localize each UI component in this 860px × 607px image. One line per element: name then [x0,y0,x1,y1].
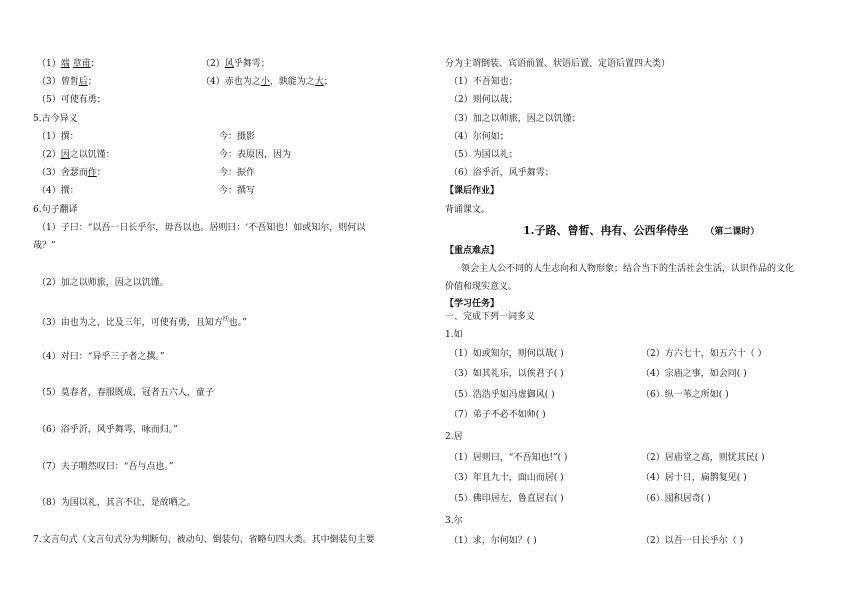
s6-q7: （7）夫子喟然叹曰：“吾与点也。” [37,462,174,472]
homework-text: 背诵课文。 [445,205,491,215]
label: （3）曾皙 [37,77,79,87]
s7-title: 7.文言句式（文言句式分为判断句、被动句、倒装句、省略句四大类。其中倒装句主要 [33,535,375,545]
label: ； [87,77,97,87]
s6-q6: （6）浴乎沂，风乎舞雩，咏而归。” [37,425,178,435]
w2-item: （3）年且九十，面山而居( ) [449,473,564,483]
w1-item: （4）宗庙之事，如会同( ) [641,369,747,379]
page-title: 1.子路、曾皙、冉有、公西华侍坐 [523,224,689,237]
s5-title: 5.古今异义 [33,114,78,124]
w1-item: （5）浩浩乎如冯虚御风( ) [449,390,555,400]
s5-row-3-modern: 今：振作 [219,168,256,178]
s5-row-4 [37,185,79,197]
label: （4）赤也为之 [201,77,261,87]
label: （4）撰： [37,186,79,196]
underlined-word: 风 [224,59,234,69]
underlined-word: 因 [60,150,70,160]
page-subtitle: （第二课时） [705,227,760,237]
label: （1） [37,59,61,69]
s5-row-2-modern: 今：表原因，因为 [219,150,292,160]
w2-item: （6）囤积居奇( ) [641,494,711,504]
key-heading: 【重点难点】 [445,246,500,256]
s6-q1-a: （1）子曰：“以吾一日长乎尔，毋吾以也。居则曰：‘不吾知也！如或知尔，则何以 [37,223,366,233]
s6-title: 6.句子翻译 [33,205,78,215]
s5-row-1 [37,131,79,143]
key-text-1: 领会主人公不同的人生志向和人物形象；结合当下的生活社会生活，认识作品的文化 [461,264,795,274]
s5-row-1-modern: 今：摄影 [219,132,256,142]
label: ； [90,59,100,69]
label: （2） [37,150,61,160]
label: （3）由也为之，比及三年，可使有勇，且知方 [37,318,223,328]
s4-item-4 [201,76,333,88]
w2-item: （4）居十日，扁鹊复见( ) [641,473,747,483]
label: （1）撰： [37,132,79,142]
s6-q2: （2）加之以师旅，因之以饥馑。 [37,278,169,288]
task-heading: 【学习任务】 [445,299,500,309]
w2-item: （5）佛印居左，鲁直居右( ) [449,494,564,504]
w1-item: （7）弟子不必不如师( ) [449,410,546,420]
underlined-word: 后 [78,77,88,87]
underlined-word: 大 [314,77,324,87]
label: （3）舍瑟而 [37,168,88,178]
word-1-title: 1.如 [445,330,463,340]
label: ，孰能为之 [269,77,315,87]
s7-continued: 分为主谓倒装、宾语前置、状语后置、定语后置四大类） [445,59,671,69]
s5-row-3 [37,167,106,179]
footnote-mark: ⑼ [222,316,229,323]
homework-heading: 【课后作业】 [445,186,500,196]
s6-q1-b: 哉？” [33,241,56,251]
word-2-title: 2.居 [445,432,463,442]
w3-item: （1）求，尔何如？( ) [449,536,537,546]
s6-q8: （8）为国以礼，其言不让，是故哂之。 [37,498,196,508]
s4-item-1 [37,58,100,70]
w1-item: （1）如或知尔，则何以哉( ) [449,349,564,359]
key-text-2: 价值和现实意义。 [445,282,518,292]
s6-q5: （5）莫春者，春服既成，冠者五六人，童子 [37,388,214,398]
w1-item: （2）方六七十，如五六十（ ） [641,349,767,359]
w2-item: （1）居则曰，“不吾知也!”( ) [449,453,568,463]
label: 也。” [228,318,247,328]
s4-item-5: （5）可使有勇； [37,95,106,105]
s7-q5: （5）为国以礼； [449,150,518,160]
s5-row-4-modern: 今：撰写 [219,186,256,196]
underlined-word: 端 [60,59,70,69]
underlined-word: 小 [260,77,270,87]
underlined-word: 章甫 [72,59,91,69]
s4-item-3 [37,76,97,88]
underlined-word: 作 [87,168,97,178]
s6-q3 [37,314,247,329]
w3-item: （2）以吾一日长乎尔（ ) [641,536,744,546]
label: ： [96,168,106,178]
label: （2） [201,59,225,69]
s7-q6: （6）浴乎沂，风乎舞雩； [449,168,554,178]
s7-q3: （3）加之以师旅，因之以饥馑； [449,114,581,124]
w1-item: （3）如其礼乐，以俟君子( ) [449,369,564,379]
label: 之以饥馑： [69,150,115,160]
word-3-title: 3.尔 [445,516,463,526]
s5-row-2 [37,149,115,161]
s7-q4: （4）尔何如； [449,132,509,142]
label: ； [323,77,333,87]
s4-item-2 [201,58,270,70]
s7-q1: （1）不吾知也； [449,77,518,87]
lesson-title [523,225,759,238]
task-1: 一、完成下列一词多义 [445,312,536,322]
s6-q4: （4）对曰：“异乎三子者之撰。” [37,352,165,362]
w1-item: （6）纵一苇之所如( ) [641,390,729,400]
w2-item: （2）居庙堂之高，则忧其民( ) [641,453,765,463]
s7-q2: （2）则何以哉； [449,95,518,105]
label: 乎舞雩； [233,59,270,69]
